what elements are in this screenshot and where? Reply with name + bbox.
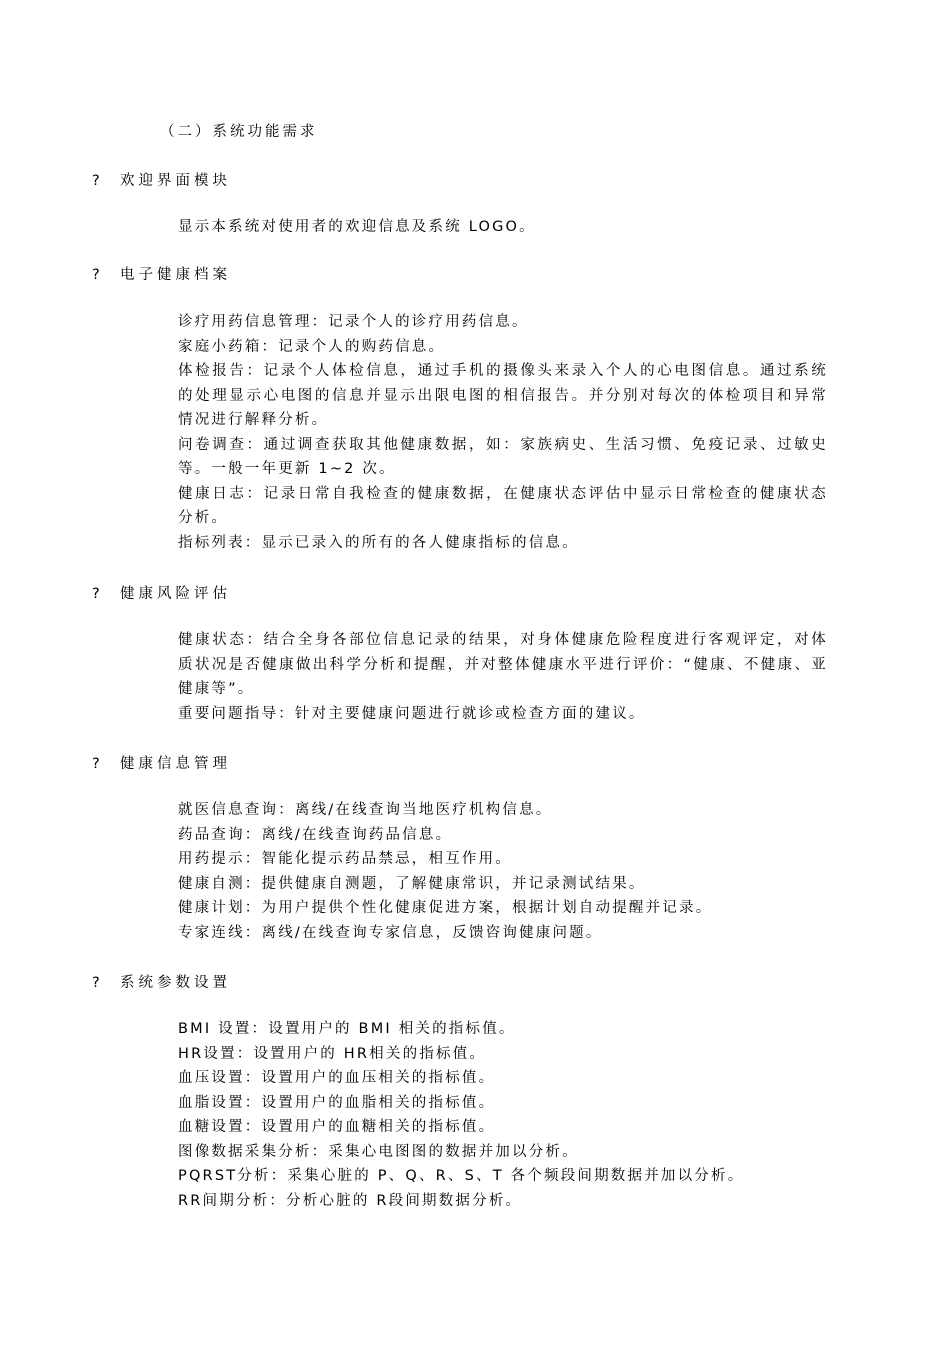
paragraph: 健康计划：为用户提供个性化健康促进方案，根据计划自动提醒并记录。: [178, 900, 713, 916]
section-title-text: 欢迎界面模块: [120, 173, 231, 189]
section-title-text: 健康信息管理: [120, 756, 231, 772]
section-title-health-records: [92, 265, 231, 285]
section-title-system-settings: [92, 973, 231, 993]
document-heading: （二）系统功能需求: [160, 124, 318, 140]
bullet-marker: ?: [92, 586, 100, 602]
paragraph: 重要问题指导：针对主要健康问题进行就诊或检查方面的建议。: [178, 705, 646, 722]
bullet-marker: ?: [92, 756, 100, 772]
paragraph: RR间期分析：分析心脏的 R段间期数据分析。: [178, 1192, 523, 1209]
bullet-marker: ?: [92, 975, 100, 991]
section-title-info-management: [92, 754, 231, 774]
paragraph: 健康日志：记录日常自我检查的健康数据，在健康状态评估中显示日常检查的健康状态分析。: [178, 485, 828, 526]
section-body-info-management: [178, 798, 828, 945]
paragraph: 药品查询：离线/在线查询药品信息。: [178, 826, 453, 843]
paragraph: 血脂设置：设置用户的血脂相关的指标值。: [178, 1094, 496, 1111]
section-body-system-settings: [178, 1017, 828, 1213]
paragraph: BMI 设置：设置用户的 BMI 相关的指标值。: [178, 1021, 516, 1037]
paragraph: 专家连线：离线/在线查询专家信息，反馈咨询健康问题。: [178, 924, 603, 941]
paragraph: 健康自测：提供健康自测题，了解健康常识，并记录测试结果。: [178, 875, 646, 892]
paragraph: 用药提示：智能化提示药品禁忌，相互作用。: [178, 851, 512, 867]
bullet-marker: ?: [92, 267, 100, 283]
paragraph: 问卷调查：通过调查获取其他健康数据，如：家族病史、生活习惯、免疫记录、过敏史等。一般一年更新 1~2 次。: [178, 436, 828, 477]
paragraph: 显示本系统对使用者的欢迎信息及系统 LOGO。: [178, 219, 536, 235]
section-title-text: 电子健康档案: [120, 267, 231, 283]
section-body-health-records: [178, 310, 828, 555]
section-title-welcome: [92, 171, 231, 191]
section-body-welcome: [178, 215, 828, 240]
paragraph: HR设置：设置用户的 HR相关的指标值。: [178, 1045, 487, 1062]
section-title-text: 健康风险评估: [120, 586, 231, 602]
paragraph: 体检报告：记录个人体检信息，通过手机的摄像头来录入个人的心电图信息。通过系统的处理显示心电图的信息并显示出限电图的相信报告。并分别对每次的体检项目和异常情况进行解释分析。: [178, 363, 828, 428]
paragraph: PQRST分析：采集心脏的 P、Q、R、S、T 各个频段间期数据并加以分析。: [178, 1168, 745, 1184]
paragraph: 血压设置：设置用户的血压相关的指标值。: [178, 1070, 496, 1086]
paragraph: 图像数据采集分析：采集心电图图的数据并加以分析。: [178, 1143, 579, 1160]
paragraph: 健康状态：结合全身各部位信息记录的结果，对身体健康危险程度进行客观评定，对体质状况是否健康做出科学分析和提醒，并对整体健康水平进行评价：“健康、不健康、亚健康等”。: [178, 632, 828, 697]
paragraph: 指标列表：显示已录入的所有的各人健康指标的信息。: [178, 534, 579, 551]
paragraph: 家庭小药箱：记录个人的购药信息。: [178, 338, 446, 355]
section-title-text: 系统参数设置: [120, 975, 231, 991]
paragraph: 诊疗用药信息管理：记录个人的诊疗用药信息。: [178, 314, 529, 330]
section-body-risk-assessment: [178, 628, 828, 726]
paragraph: 就医信息查询：离线/在线查询当地医疗机构信息。: [178, 802, 553, 818]
bullet-marker: ?: [92, 173, 100, 189]
paragraph: 血糖设置：设置用户的血糖相关的指标值。: [178, 1119, 496, 1135]
section-title-risk-assessment: [92, 584, 231, 604]
